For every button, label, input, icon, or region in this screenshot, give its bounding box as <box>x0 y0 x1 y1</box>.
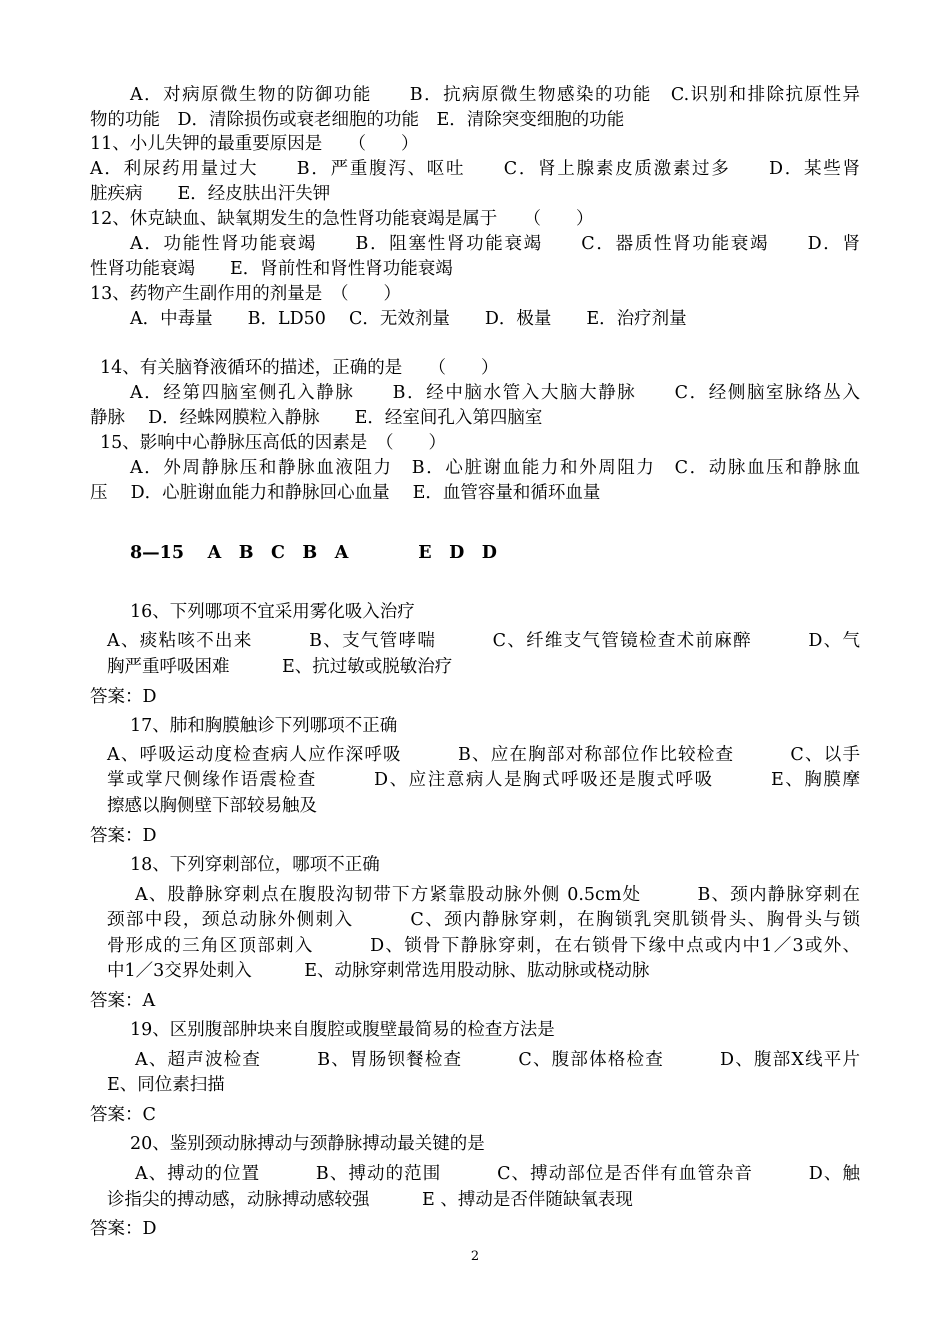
q20-stem: 20、鉴别颈动脉搏动与颈静脉搏动最关键的是 <box>130 1134 485 1154</box>
q14-stem: 14、有关脑脊液循环的描述，正确的是 （ ） <box>100 358 499 378</box>
q18-option-line-1: A、股静脉穿刺点在腹股沟韧带下方紧靠股动脉外侧 0.5cm处 B、颈内静脉穿刺在 <box>135 885 860 905</box>
page-number: 2 <box>470 1249 480 1264</box>
q17-answer: 答案：D <box>90 826 157 846</box>
q16-option-line-2: 胸严重呼吸困难 E、抗过敏或脱敏治疗 <box>107 657 453 677</box>
q15-option-line-1: A．外周静脉压和静脉血液阻力 B．心脏谢血能力和外周阻力 C．动脉血压和静脉血 <box>130 458 860 478</box>
q10-option-line-2: 物的功能 D．清除损伤或衰老细胞的功能 E．清除突变细胞的功能 <box>90 110 625 130</box>
q16-answer: 答案：D <box>90 687 157 707</box>
q13-stem: 13、药物产生副作用的剂量是 （ ） <box>90 284 402 304</box>
q17-option-line-3: 擦感以胸侧壁下部较易触及 <box>107 796 317 816</box>
q19-stem: 19、区别腹部肿块来自腹腔或腹壁最简易的检查方法是 <box>130 1020 555 1040</box>
q16-option-line-1: A、痰粘咳不出来 B、支气管哮喘 C、纤维支气管镜检查术前麻醉 D、气 <box>107 631 860 651</box>
q12-stem: 12、休克缺血、缺氧期发生的急性肾功能衰竭是属于 （ ） <box>90 209 594 229</box>
q14-option-line-2: 静脉 D．经蛛网膜粒入静脉 E．经室间孔入第四脑室 <box>90 408 543 428</box>
q11-stem: 11、小儿失钾的最重要原因是 （ ） <box>90 134 419 154</box>
q12-option-line-1: A．功能性肾功能衰竭 B．阻塞性肾功能衰竭 C．器质性肾功能衰竭 D．肾 <box>130 234 860 254</box>
q15-option-line-2: 压 D．心脏谢血能力和静脉回心血量 E．血管容量和循环血量 <box>90 483 601 503</box>
q18-option-line-2: 颈部中段，颈总动脉外侧刺入 C、颈内静脉穿刺，在胸锁乳突肌锁骨头、胸骨头与锁 <box>107 910 860 930</box>
q18-answer: 答案：A <box>90 991 156 1011</box>
q20-option-line-1: A、搏动的位置 B、搏动的范围 C、搏动部位是否伴有血管杂音 D、触 <box>135 1164 860 1184</box>
q18-stem: 18、下列穿刺部位，哪项不正确 <box>130 855 380 875</box>
q13-option-line-1: A．中毒量 B．LD50 C．无效剂量 D．极量 E．治疗剂量 <box>130 309 687 329</box>
q14-option-line-1: A．经第四脑室侧孔入静脉 B．经中脑水管入大脑大静脉 C．经侧脑室脉络丛入 <box>130 383 860 403</box>
q19-option-line-1: A、超声波检查 B、胃肠钡餐检查 C、腹部体格检查 D、腹部X线平片 <box>135 1050 860 1070</box>
answer-key: 8—15 A B C B A E D D <box>130 543 497 563</box>
q17-stem: 17、肺和胸膜触诊下列哪项不正确 <box>130 716 398 736</box>
q18-option-line-4: 中1／3交界处刺入 E、动脉穿刺常选用股动脉、肱动脉或桡动脉 <box>107 961 650 981</box>
q11-option-line-1: A．利尿药用量过大 B．严重腹泻、呕吐 C．肾上腺素皮质激素过多 D．某些肾 <box>90 159 860 179</box>
q12-option-line-2: 性肾功能衰竭 E．肾前性和肾性肾功能衰竭 <box>90 259 453 279</box>
q18-option-line-3: 骨形成的三角区顶部刺入 D、锁骨下静脉穿刺，在右锁骨下缘中点或内中1／3或外、 <box>107 936 860 956</box>
q19-option-line-2: E、同位素扫描 <box>107 1075 225 1095</box>
q20-answer: 答案：D <box>90 1219 157 1239</box>
q19-answer: 答案：C <box>90 1105 156 1125</box>
q16-stem: 16、下列哪项不宜采用雾化吸入治疗 <box>130 602 415 622</box>
q17-option-line-2: 掌或掌尺侧缘作语震检查 D、应注意病人是胸式呼吸还是腹式呼吸 E、胸膜摩 <box>107 770 860 790</box>
q11-option-line-2: 脏疾病 E．经皮肤出汗失钾 <box>90 184 331 204</box>
q10-option-line-1: A．对病原微生物的防御功能 B．抗病原微生物感染的功能 C.识别和排除抗原性异 <box>130 85 860 105</box>
q15-stem: 15、影响中心静脉压高低的因素是 （ ） <box>100 433 447 453</box>
q20-option-line-2: 诊指尖的搏动感，动脉搏动感较强 E 、搏动是否伴随缺氧表现 <box>107 1190 633 1210</box>
q17-option-line-1: A、呼吸运动度检查病人应作深呼吸 B、应在胸部对称部位作比较检查 C、以手 <box>107 745 860 765</box>
